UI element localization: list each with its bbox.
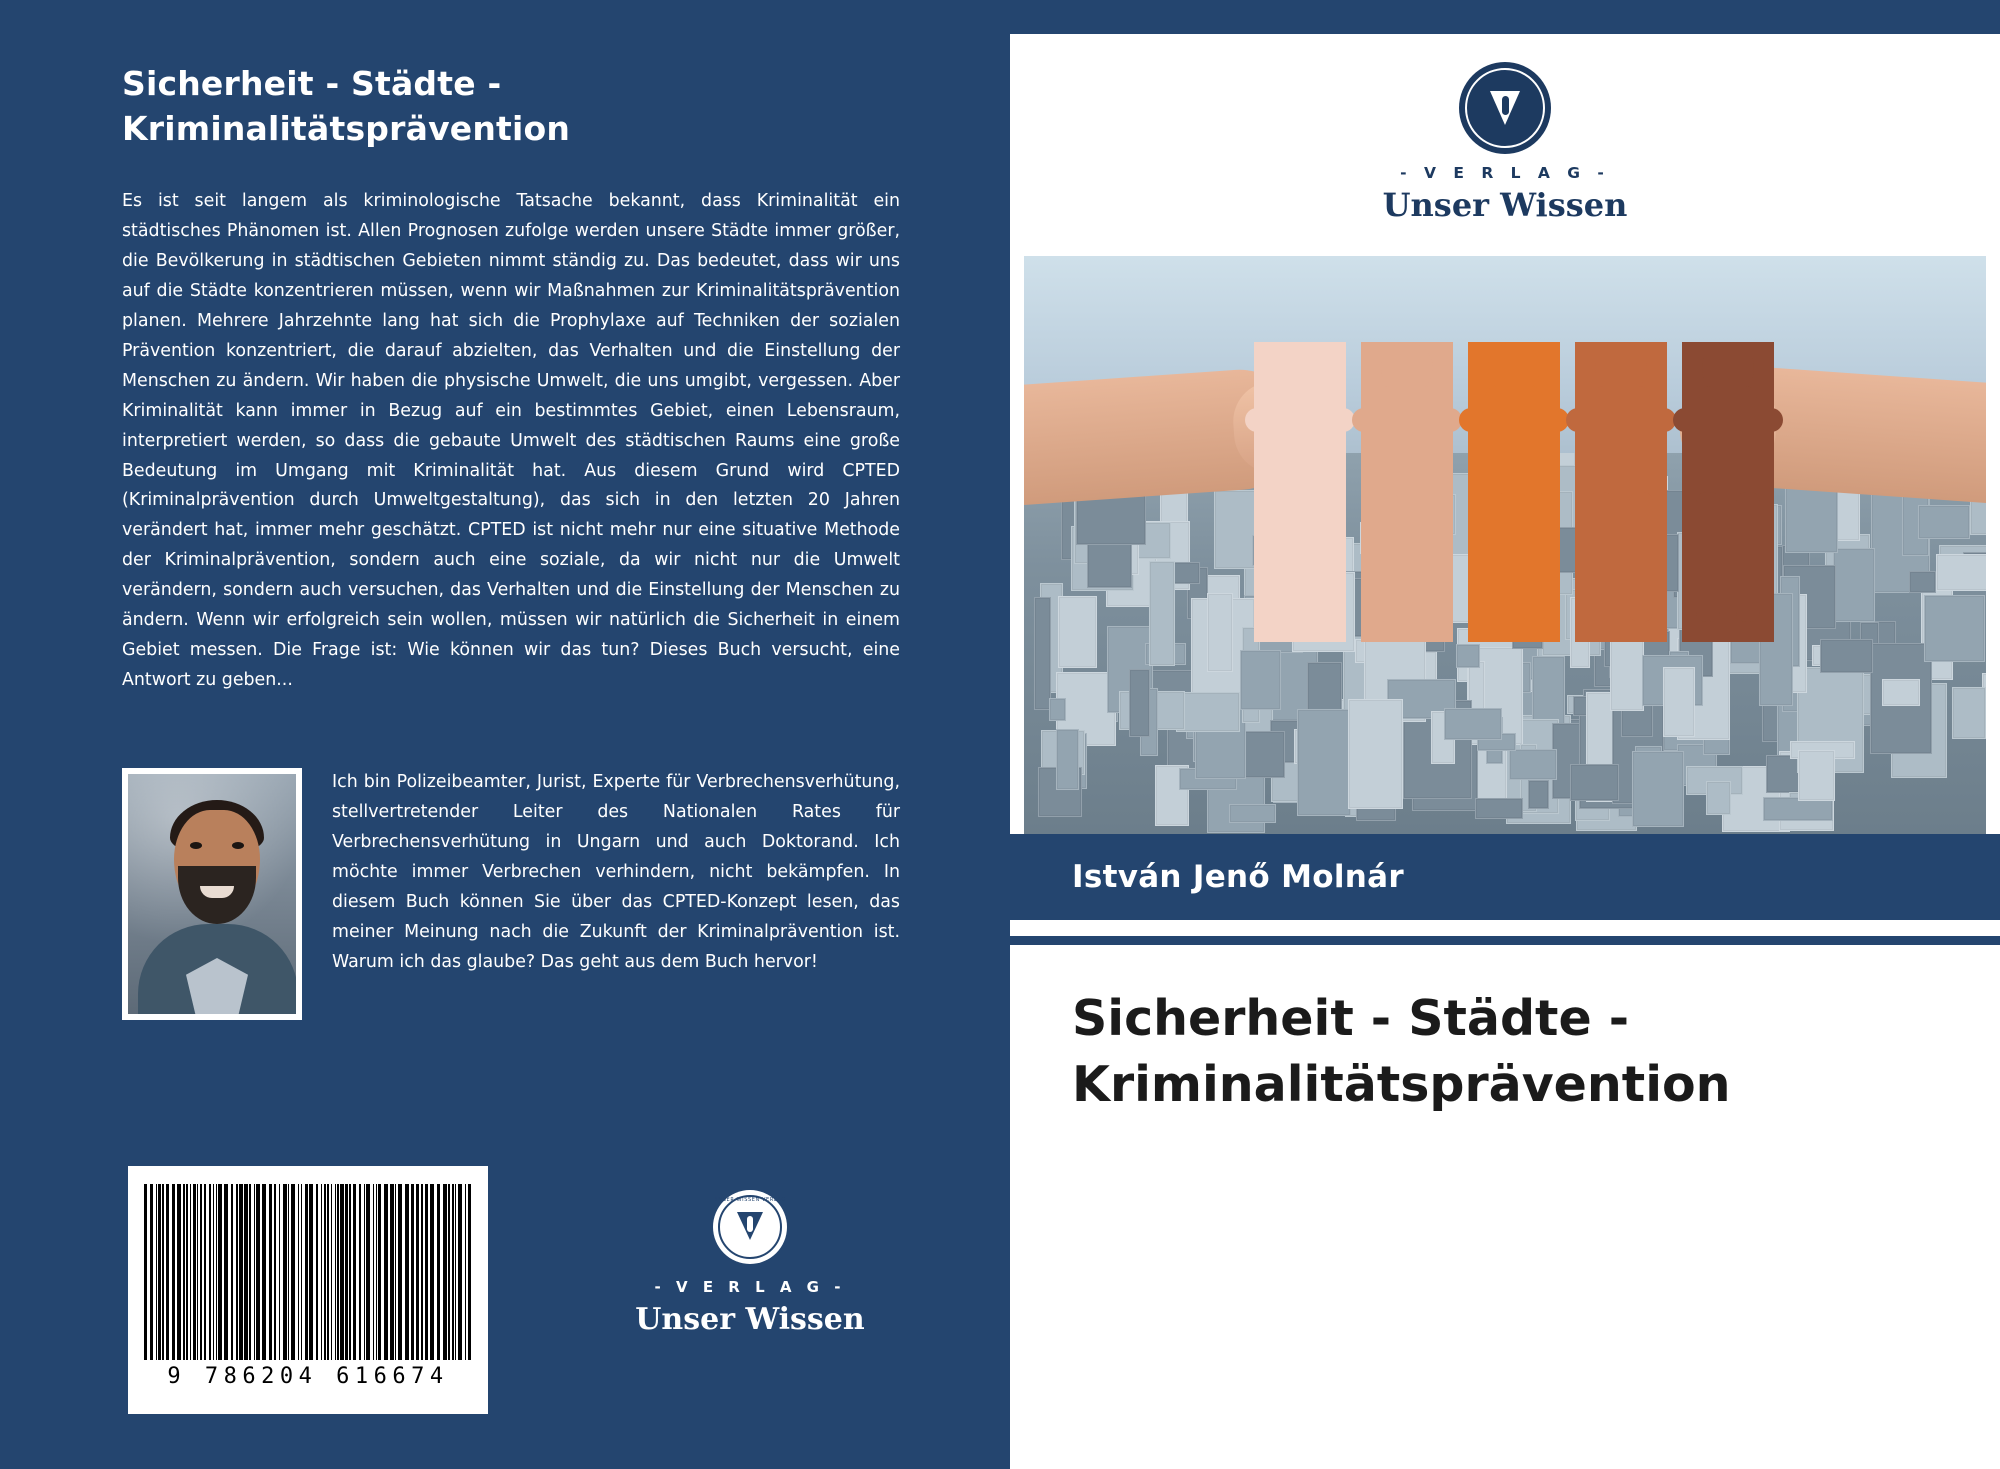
paper-person-3	[1468, 342, 1560, 642]
barcode-icon	[144, 1184, 472, 1360]
front-cover-author-name: István Jenő Molnár	[1072, 859, 1404, 895]
front-cover	[1010, 0, 2000, 1469]
paper-person-4	[1575, 342, 1667, 642]
author-portrait-photo	[128, 774, 296, 1014]
paper-person-2	[1361, 342, 1453, 642]
back-publisher-verlag-label: - V E R L A G -	[654, 1278, 846, 1296]
barcode	[128, 1166, 488, 1414]
back-cover-title: Sicherheit - Städte - Kriminalitätsprävention	[122, 64, 571, 148]
front-cover-divider	[1010, 936, 2000, 945]
pen-nib-icon	[713, 1190, 787, 1264]
back-cover	[0, 0, 990, 1469]
front-publisher-name: Unser Wissen	[1382, 186, 1628, 224]
front-cover-author-band	[1010, 834, 2000, 920]
front-cover-title: Sicherheit - Städte - Kriminalitätsprävention	[1072, 990, 1731, 1114]
back-publisher-logo	[600, 1190, 900, 1337]
author-bio-text: Ich bin Polizeibeamter, Jurist, Experte für Verbrechensverhütung, stellvertretender Leiter des Nationalen Rates für Verbrechensverhütung in Ungarn und auch Doktorand. Ich möchte immer Verbrechen verhindern, nicht bekämpfen. In diesem Buch können Sie über das CPTED-Konzept lesen, das meiner Meinung nach die Zukunft der Kriminalprävention ist. Warum ich das glaube? Das geht aus dem Buch hervor!	[332, 772, 900, 972]
publisher-mark-micro-text: UNSER WISSEN VERLAG	[714, 1197, 786, 1203]
paper-person-5	[1682, 342, 1774, 642]
barcode-digits: 9 786204 616674	[167, 1364, 449, 1389]
cover-illustration	[1024, 256, 1986, 834]
author-photo-frame	[122, 768, 302, 1020]
back-cover-blurb: Es ist seit langem als kriminologische Tatsache bekannt, dass Kriminalität ein städtisches Phänomen ist. Allen Prognosen zufolge werden unsere Städte immer größer, die Bevölkerung in städtischen Gebieten nimmt ständig zu. Das bedeutet, dass wir uns auf die Städte konzentrieren müssen, wenn wir Maßnahmen zur Kriminalitätsprävention planen. Mehrere Jahrzehnte lang hat sich die Prophylaxe auf Techniken der sozialen Prävention konzentriert, die darauf abzielten, das Verhalten und die Einstellung der Menschen zu ändern. Wir haben die physische Umwelt, die uns umgibt, vergessen. Aber Kriminalität kann immer in Bezug auf ein bestimmtes Gebiet, einen Lebensraum, interpretiert werden, so dass die gebaute Umwelt des städtischen Raums eine große Bedeutung im Umgang mit Kriminalität hat. Aus diesem Grund wird CPTED (Kriminalprävention durch Umweltgestaltung), das sich in den letzten 20 Jahren verändert hat, immer mehr geschätzt. CPTED ist nicht mehr nur eine situative Methode der Kriminalprävention, sondern auch eine soziale, da wir nicht nur die Umwelt verändern, sondern auch versuchen, das Verhalten und die Einstellung der Menschen zu ändern. Wenn wir erfolgreich sein wollen, müssen wir natürlich die Sicherheit in einem Gebiet messen. Die Frage ist: Wie können wir das tun? Dieses Buch versucht, eine Antwort zu geben...	[122, 191, 900, 691]
paper-people-chain	[1254, 342, 1774, 672]
paper-person-1	[1254, 342, 1346, 642]
front-cover-top-bar	[1010, 0, 2000, 34]
front-publisher-logo	[1010, 34, 2000, 252]
back-cover-text-block	[122, 62, 900, 696]
book-spine	[990, 0, 1010, 1469]
author-bio-block	[122, 768, 900, 1020]
pen-nib-icon	[1459, 62, 1551, 154]
front-publisher-verlag-label: - V E R L A G -	[1400, 164, 1610, 182]
back-publisher-name: Unser Wissen	[635, 1302, 865, 1337]
